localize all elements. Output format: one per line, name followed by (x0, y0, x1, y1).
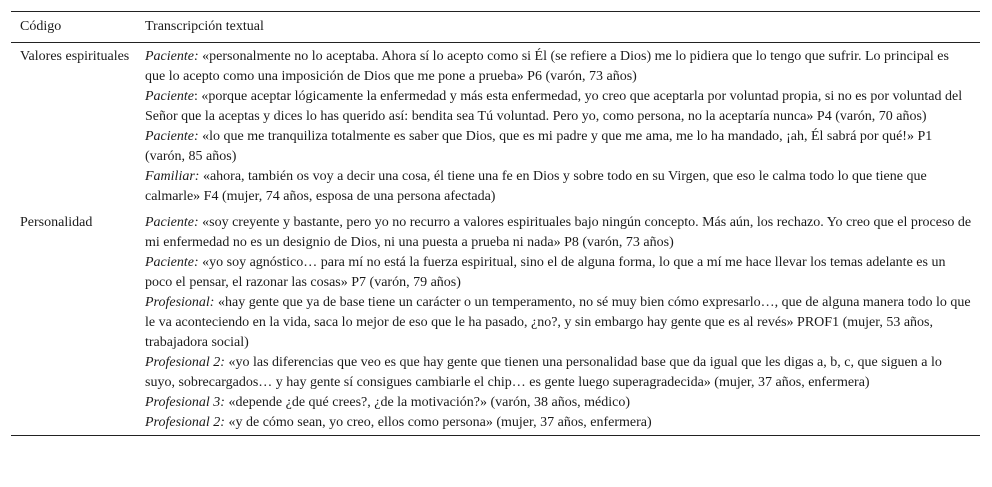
table-row (11, 43, 980, 210)
quote-item (145, 413, 972, 433)
quote-text: «hay gente que ya de base tiene un carácter o un temperamento, no sé muy bien cómo expresarlo…, que de alguna manera todo lo que le va aconteciendo en la vida, saca lo mejor de eso que le ha pasado, ¿no?, y sin embargo hay gente que es al revés» PROF1 (mujer, 53 años, trabajadora social) (145, 295, 971, 350)
quote-item (145, 213, 972, 253)
category-cell: Personalidad (20, 215, 93, 230)
category-cell: Valores espirituales (20, 49, 130, 64)
speaker-label: Familiar: (145, 169, 200, 184)
quote-item (145, 47, 972, 87)
speaker-label: Paciente: (145, 215, 199, 230)
quote-text: «ahora, también os voy a decir una cosa, él tiene una fe en Dios y sobre todo en su Virgen, que eso le calma todo lo que tiene que calmarle» F4 (mujer, 74 años, esposa de una persona afectada) (145, 169, 927, 204)
transcription-table-container (11, 11, 980, 436)
speaker-label: Profesional 3: (145, 395, 225, 410)
quote-text: «y de cómo sean, yo creo, ellos como persona» (mujer, 37 años, enfermera) (224, 415, 652, 430)
table-row (11, 209, 980, 436)
header-transcripcion: Transcripción textual (145, 19, 264, 34)
speaker-label: Paciente (145, 89, 194, 104)
quote-item (145, 353, 972, 393)
header-codigo: Código (20, 19, 62, 34)
quote-item (145, 167, 972, 207)
transcription-table (11, 11, 980, 436)
quote-text: «yo las diferencias que veo es que hay gente que tienen una personalidad base que da igual que les digas a, b, c, que siguen a lo suyo, sobrecargados… y hay gente sí consigues cambiarle el chip… es gente luego superagradecida» (mujer, 37 años, enfermera) (145, 355, 942, 390)
quote-text: «soy creyente y bastante, pero yo no recurro a valores espirituales bajo ningún concepto. Más aún, los rechazo. Yo creo que el proceso de mi enfermedad no es un designio de Dios, ni una puesta a prueba ni nada» P8 (varón, 73 años) (145, 215, 972, 250)
quote-text: «depende ¿de qué crees?, ¿de la motivación?» (varón, 38 años, médico) (224, 395, 631, 410)
speaker-label: Profesional 2: (145, 355, 225, 370)
quote-text: : «porque aceptar lógicamente la enfermedad y más esta enfermedad, yo creo que aceptarla por voluntad propia, si no es por voluntad del Señor que la aceptas y dices lo has querido así: bendita sea Tú voluntad. Pero yo, como persona, no la aceptaría nunca» P4 (varón, 70 años) (145, 89, 963, 124)
quote-item (145, 127, 972, 167)
speaker-label: Profesional 2: (145, 415, 225, 430)
quotes-cell (136, 43, 980, 210)
speaker-label: Paciente: (145, 129, 199, 144)
quote-item (145, 293, 972, 353)
quote-item (145, 393, 972, 413)
quotes-cell (136, 209, 980, 436)
quote-text: «yo soy agnóstico… para mí no está la fuerza espiritual, sino el de alguna forma, lo que a mí me hace llevar los temas adelante es un poco el pensar, el razonar las cosas» P7 (varón, 79 años) (145, 255, 946, 290)
quote-text: «personalmente no lo aceptaba. Ahora sí lo acepto como si Él (se refiere a Dios) me lo pidiera que lo tengo que sufrir. Lo principal es que lo acepto como una imposición de Dios que me pone a prueba» P6 (varón, 73 años) (145, 49, 949, 84)
speaker-label: Paciente: (145, 49, 199, 64)
table-header-row (11, 12, 980, 43)
speaker-label: Profesional: (145, 295, 215, 310)
quote-item (145, 253, 972, 293)
speaker-label: Paciente: (145, 255, 199, 270)
quote-item (145, 87, 972, 127)
quote-text: «lo que me tranquiliza totalmente es saber que Dios, que es mi padre y que me ama, me lo ha mandado, ¡ah, Él sabrá por qué!» P1 (varón, 85 años) (145, 129, 933, 164)
